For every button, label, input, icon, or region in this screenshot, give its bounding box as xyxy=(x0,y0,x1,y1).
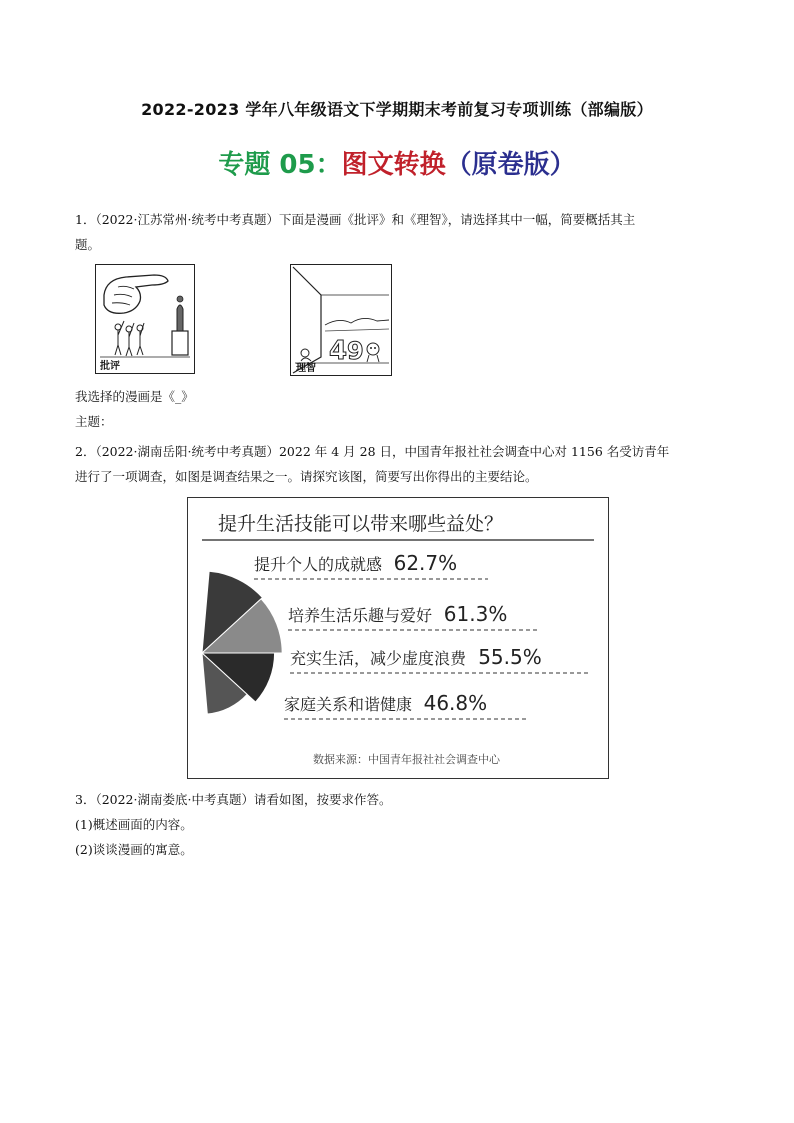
svg-text:4: 4 xyxy=(329,336,348,366)
chart-value-label-2: 61.3% xyxy=(443,602,508,626)
chart-category-label-2: 培养生活乐趣与爱好 xyxy=(288,606,433,625)
svg-text:9: 9 xyxy=(347,337,364,365)
page-title: 2022-2023 学年八年级语文下学期期末考前复习专项训练（部编版） xyxy=(141,100,653,119)
q1-line2: 题。 xyxy=(75,237,101,252)
page-subtitle xyxy=(0,144,794,181)
q1-answer-line: 我选择的漫画是《_》 xyxy=(75,389,194,404)
q3-line1: 3．（2022·湖南娄底·中考真题）请看如图，按要求作答。 xyxy=(75,792,392,807)
question-3-text xyxy=(75,787,725,862)
q2-line1: 2．（2022·湖南岳阳·统考中考真题）2022 年 4 月 28 日，中国青年报社社会调查中心对 1156 名受访青年 xyxy=(75,444,670,459)
q1-line1: 1．（2022·江苏常州·统考中考真题）下面是漫画《批评》和《理智》，请选择其中一幅，简要概括其主 xyxy=(75,212,636,227)
subtitle-suffix: （原卷版） xyxy=(445,150,576,180)
cartoon-criticism xyxy=(95,264,195,374)
question-1-text xyxy=(75,207,725,257)
cartoon-criticism-label: 批评 xyxy=(100,361,120,372)
cartoon-reason xyxy=(290,264,392,376)
q2-line2: 进行了一项调查，如图是调查结果之一。请探究该图，简要写出你得出的主要结论。 xyxy=(75,469,538,484)
chart-title: 提升生活技能可以带来哪些益处？ xyxy=(218,513,504,535)
survey-chart xyxy=(187,497,609,779)
chart-category-label-1: 提升个人的成就感 xyxy=(254,555,383,574)
subtitle-prefix: 专题 05： xyxy=(218,150,342,180)
q1-answer-lines xyxy=(75,384,725,434)
q1-theme-line: 主题： xyxy=(75,414,113,429)
chart-category-label-4: 家庭关系和谐健康 xyxy=(284,695,413,714)
chart-category-label-3: 充实生活，减少虚度浪费 xyxy=(290,649,467,668)
chart-value-label-3: 55.5% xyxy=(478,645,542,669)
q3-line3: (2)谈谈漫画的寓意。 xyxy=(75,842,193,857)
chart-source: 数据来源：中国青年报社社会调查中心 xyxy=(313,753,500,766)
chart-value-label-1: 62.7% xyxy=(393,551,458,575)
question-2-text xyxy=(75,439,725,489)
subtitle-main: 图文转换 xyxy=(341,150,446,180)
cartoon-reason-label: 理智 xyxy=(296,363,316,374)
q3-line2: (1)概述画面的内容。 xyxy=(75,817,193,832)
survey-chart-svg xyxy=(188,498,608,778)
chart-value-label-4: 46.8% xyxy=(423,691,488,715)
